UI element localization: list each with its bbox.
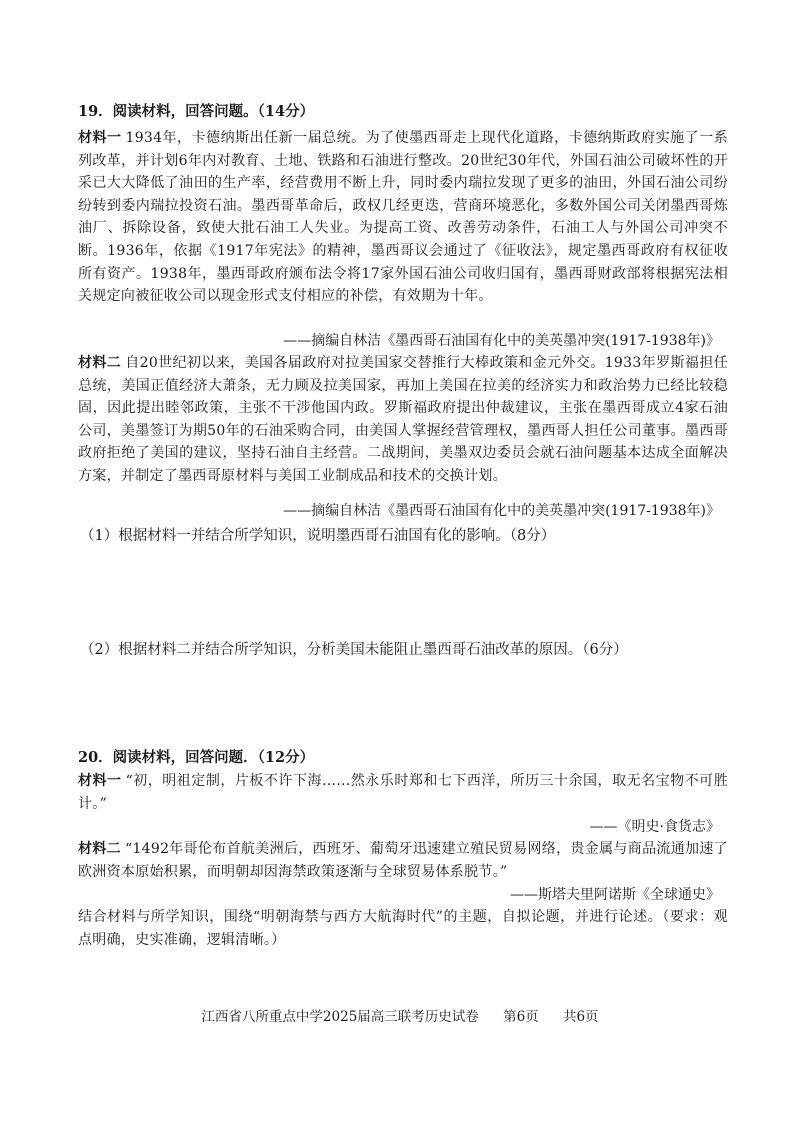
q19-subquestion-1: （1）根据材料一并结合所学知识，说明墨西哥石油国有化的影响。（8分）: [80, 528, 556, 544]
material-label: 材料一: [78, 130, 122, 146]
material-text: 自20世纪初以来，美国各届政府对拉美国家交替推行大棒政策和金元外交。1933年罗斯福担任总统，美国正值经济大萧条，无力顾及拉美国家，再加上美国在拉美的经济实力和政治势力已经比较稳固，因此提出睦邻政策，主张不干涉他国内政。罗斯福政府提出仲裁建议，主张在墨西哥成立4家石油公司，美墨签订为期50年的石油采购合同，由美国人掌握经营管理权，墨西哥人担任公司董事。墨西哥政府拒绝了美国的建议，坚持石油自主经营。二战期间，美墨双边委员会就石油问题基本达成全面解决方案，并制定了墨西哥原材料与美国工业制成品和技术的交换计划。: [78, 355, 728, 484]
question-20-title: 20．阅读材料，回答问题．（12分）: [78, 749, 315, 766]
material-text: “1492年哥伦布首航美洲后，西班牙、葡萄牙迅速建立殖民贸易网络，贵金属与商品流通加速了欧洲资本原始积累，而明朝却因海禁政策逐渐与全球贸易体系脱节。”: [78, 841, 728, 880]
material-text: “初，明祖定制，片板不许下海……然永乐时郑和七下西洋，所历三十余国，取无名宝物不可胜计。”: [78, 773, 728, 812]
page-footer: [0, 1005, 800, 1025]
material-label: 材料二: [78, 355, 122, 371]
q19-material-2-source: ——摘编自林洁《墨西哥石油国有化中的美英墨冲突(1917-1938年)》: [283, 503, 720, 519]
question-19-title: 19．阅读材料，回答问题。（14分）: [78, 103, 315, 120]
q19-material-1-source: ——摘编自林洁《墨西哥石油国有化中的美英墨冲突(1917-1938年)》: [283, 333, 720, 349]
q20-material-1-source: ——《明史·食货志》: [589, 819, 720, 835]
footer-exam-name: 江西省八所重点中学2025届高三联考历史试卷: [201, 1009, 479, 1025]
q20-material-1: [78, 770, 728, 815]
footer-page-number: 第6页: [503, 1009, 539, 1025]
material-text: 1934年，卡德纳斯出任新一届总统。为了使墨西哥走上现代化道路，卡德纳斯政府实施了一系列改革，并计划6年内对教育、土地、铁路和石油进行整改。20世纪30年代，外国石油公司破坏性的开采已大大降低了油田的生产率，经营费用不断上升，同时委内瑞拉发现了更多的油田，外国石油公司纷纷转到委内瑞拉投资石油。墨西哥革命后，政权几经更迭，营商环境恶化，多数外国公司关闭墨西哥炼油厂、拆除设备，致使大批石油工人失业。为提高工资、改善劳动条件，石油工人与外国公司冲突不断。1936年，依据《1917年宪法》的精神，墨西哥议会通过了《征收法》，规定墨西哥政府有权征收所有资产。1938年，墨西哥政府颁布法令将17家外国石油公司收归国有，墨西哥财政部将根据宪法相关规定向被征收公司以现金形式支付相应的补偿，有效期为十年。: [78, 130, 728, 305]
material-label: 材料二: [78, 841, 121, 857]
q19-material-2: [78, 352, 728, 488]
q19-subquestion-2: （2）根据材料二并结合所学知识，分析美国未能阻止墨西哥石油改革的原因。（6分）: [80, 642, 628, 658]
q20-task: 结合材料与所学知识，围绕“明朝海禁与西方大航海时代”的主题，自拟论题，并进行论述。（要求：观点明确，史实准确，逻辑清晰。）: [78, 909, 728, 948]
q20-material-2: [78, 838, 728, 883]
material-label: 材料一: [78, 773, 122, 789]
footer-total-pages: 共6页: [562, 1009, 599, 1025]
q19-material-1: [78, 127, 728, 308]
q20-material-2-source: ——斯塔夫里阿诺斯《全球通史》: [510, 887, 720, 903]
